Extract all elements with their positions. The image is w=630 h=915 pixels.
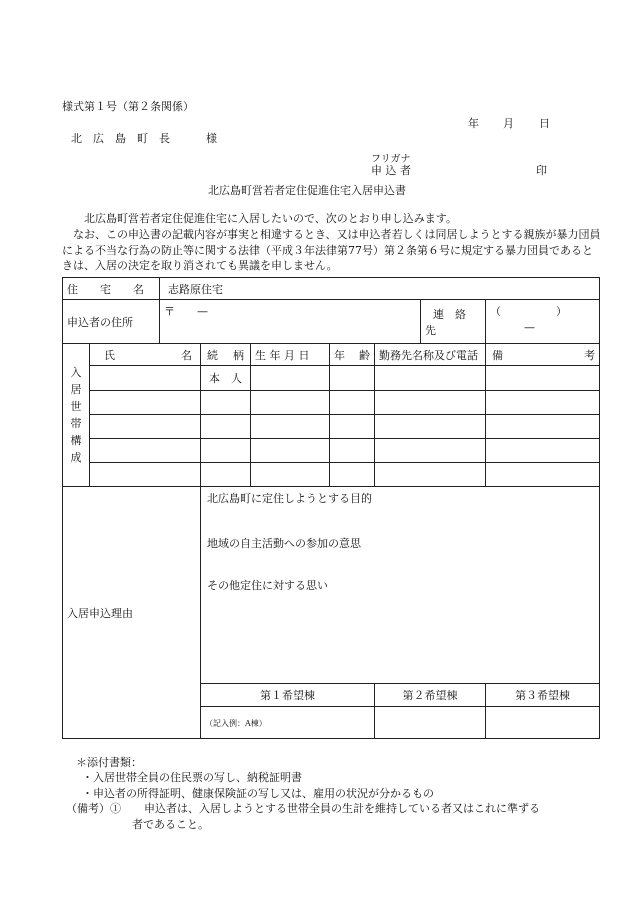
date-day: 日 <box>539 117 550 130</box>
intro-paragraph-1: 北広島町営若者定住促進住宅に入居したいので、次のとおり申し込みます。 <box>84 212 457 225</box>
date-year: 年 <box>468 117 479 130</box>
addressee-suffix: 様 <box>206 132 217 145</box>
col-birthdate: 生 年 月 日 <box>251 344 330 366</box>
member-note-cell[interactable] <box>486 439 600 463</box>
preference-2-header: 第２希望棟 <box>375 684 486 707</box>
member-work-cell[interactable] <box>375 366 486 391</box>
contact-label: 連 絡 先 <box>421 300 486 344</box>
phone-open: （ <box>490 305 501 318</box>
contact-field[interactable] <box>486 300 600 344</box>
col-workplace: 勤務先名称及び電話 <box>375 344 486 366</box>
member-relation-cell[interactable] <box>201 439 251 463</box>
member-work-cell[interactable] <box>375 415 486 439</box>
attachments-title: ＊添付書類： <box>76 756 142 769</box>
phone-dash: — <box>524 321 535 334</box>
col-remarks: 備 考 <box>486 344 600 366</box>
member-age-cell[interactable] <box>330 439 375 463</box>
preference-3-field[interactable] <box>486 707 600 739</box>
form-number: 様式第１号（第２条関係） <box>62 100 194 113</box>
member-age-cell[interactable] <box>330 391 375 415</box>
member-note-cell[interactable] <box>486 366 600 391</box>
reason-item-other: その他定住に対する思い <box>207 579 328 592</box>
remark-label: （備考）① <box>66 802 121 815</box>
member-name-cell[interactable] <box>90 463 201 487</box>
postal-mark: 〒 — <box>164 305 208 318</box>
member-birth-cell[interactable] <box>251 415 330 439</box>
member-name-cell[interactable] <box>90 415 201 439</box>
member-work-cell[interactable] <box>375 439 486 463</box>
member-note-cell[interactable] <box>486 391 600 415</box>
address-field[interactable] <box>160 300 421 344</box>
reason-label: 入居申込理由 <box>63 487 201 739</box>
housing-label: 住 宅 名 <box>63 278 160 300</box>
reason-item-participation: 地域の自主活動への参加の意思 <box>207 537 361 550</box>
address-label: 申込者の住所 <box>63 300 160 344</box>
member-work-cell[interactable] <box>375 391 486 415</box>
attachment-item: ・入居世帯全員の住民票の写し、納税証明書 <box>82 771 302 784</box>
col-name: 氏 名 <box>90 344 201 366</box>
member-birth-cell[interactable] <box>251 439 330 463</box>
preference-1-header: 第１希望棟 <box>201 684 375 707</box>
member-age-cell[interactable] <box>330 415 375 439</box>
document-title: 北広島町営若者定住促進住宅入居申込書 <box>208 184 406 197</box>
phone-close: ） <box>556 305 567 318</box>
date-month: 月 <box>503 117 514 130</box>
remark-line-1: 申込者は、入居しようとする世帯全員の生計を維持している者又はこれに準ずる <box>144 802 540 815</box>
preference-2-field[interactable] <box>375 707 486 739</box>
preference-3-header: 第３希望棟 <box>486 684 600 707</box>
member-birth-cell[interactable] <box>251 463 330 487</box>
member-work-cell[interactable] <box>375 463 486 487</box>
application-table <box>62 277 600 739</box>
member-name-cell[interactable] <box>90 391 201 415</box>
member-age-cell[interactable] <box>330 366 375 391</box>
preference-1-field[interactable] <box>201 707 375 739</box>
seal-mark: 印 <box>536 164 547 177</box>
household-label: 入 居 世 帯 構 成 <box>63 344 90 487</box>
member-relation-cell[interactable] <box>201 463 251 487</box>
preference-example: （記入例：A棟） <box>205 719 267 728</box>
member-relation-cell[interactable] <box>201 415 251 439</box>
member-relation-cell[interactable] <box>201 391 251 415</box>
member-birth-cell[interactable] <box>251 391 330 415</box>
col-relation: 続 柄 <box>201 344 251 366</box>
member-age-cell[interactable] <box>330 463 375 487</box>
housing-value[interactable]: 志路原住宅 <box>160 278 600 300</box>
col-age: 年 齢 <box>330 344 375 366</box>
member-name-cell[interactable] <box>90 366 201 391</box>
addressee-name: 北 広 島 町 長 <box>71 132 170 145</box>
member-birth-cell[interactable] <box>251 366 330 391</box>
member-note-cell[interactable] <box>486 415 600 439</box>
attachment-item: ・申込者の所得証明、健康保険証の写し又は、雇用の状況が分かるもの <box>82 787 434 800</box>
reason-item-purpose: 北広島町に定住しようとする目的 <box>207 492 372 505</box>
member-relation-self: 本 人 <box>201 366 251 391</box>
remark-line-2: 者であること。 <box>132 818 209 831</box>
applicant-label: 申 込 者 <box>371 164 411 177</box>
furigana-label: フリガナ <box>371 154 411 165</box>
member-note-cell[interactable] <box>486 463 600 487</box>
intro-paragraph-2: なお、この申込書の記載内容が事実と相違するとき、又は申込者若しくは同居しようとする親族が暴力団員による不当な行為の防止等に関する法律（平成３年法律第77号）第２条第６号に規定する暴力団員であるときは、入居の決定を取り消されても異議を申しません。 <box>62 228 601 272</box>
member-name-cell[interactable] <box>90 439 201 463</box>
reason-field[interactable] <box>201 487 600 684</box>
